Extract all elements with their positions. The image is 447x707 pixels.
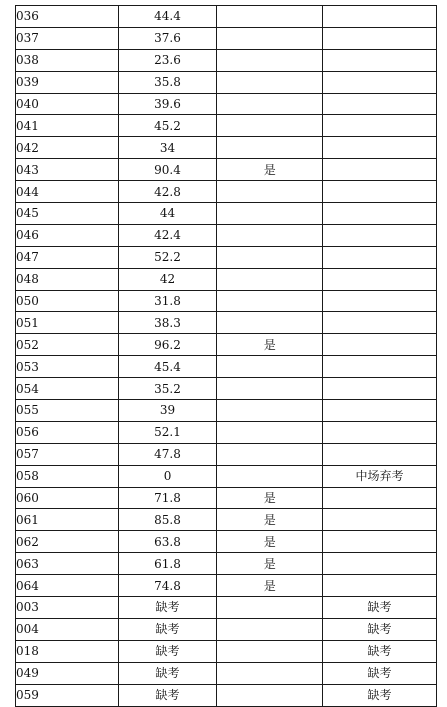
candidate-id-cell: 053 bbox=[16, 356, 119, 378]
qualified-flag-cell bbox=[217, 181, 323, 203]
table-row bbox=[16, 531, 437, 553]
remark-cell: 中场弃考 bbox=[323, 465, 437, 487]
table-row bbox=[16, 312, 437, 334]
candidate-id-cell: 049 bbox=[16, 662, 119, 684]
table-row bbox=[16, 487, 437, 509]
score-cell: 63.8 bbox=[118, 531, 217, 553]
remark-cell bbox=[323, 224, 437, 246]
candidate-id-cell: 048 bbox=[16, 268, 119, 290]
candidate-id-cell: 052 bbox=[16, 334, 119, 356]
score-cell: 96.2 bbox=[118, 334, 217, 356]
score-cell: 61.8 bbox=[118, 553, 217, 575]
remark-cell bbox=[323, 531, 437, 553]
qualified-flag-cell: 是 bbox=[217, 575, 323, 597]
candidate-id-cell: 039 bbox=[16, 71, 119, 93]
score-cell: 74.8 bbox=[118, 575, 217, 597]
candidate-id-cell: 042 bbox=[16, 137, 119, 159]
remark-cell bbox=[323, 421, 437, 443]
score-cell: 缺考 bbox=[118, 640, 217, 662]
table-row bbox=[16, 6, 437, 28]
qualified-flag-cell bbox=[217, 224, 323, 246]
remark-cell bbox=[323, 137, 437, 159]
qualified-flag-cell bbox=[217, 49, 323, 71]
qualified-flag-cell: 是 bbox=[217, 159, 323, 181]
candidate-id-cell: 046 bbox=[16, 224, 119, 246]
table-row bbox=[16, 356, 437, 378]
score-cell: 52.1 bbox=[118, 421, 217, 443]
remark-cell: 缺考 bbox=[323, 597, 437, 619]
remark-cell bbox=[323, 334, 437, 356]
remark-cell bbox=[323, 400, 437, 422]
table-row bbox=[16, 115, 437, 137]
table-row bbox=[16, 640, 437, 662]
qualified-flag-cell bbox=[217, 443, 323, 465]
qualified-flag-cell bbox=[217, 618, 323, 640]
remark-cell bbox=[323, 93, 437, 115]
remark-cell bbox=[323, 246, 437, 268]
score-cell: 0 bbox=[118, 465, 217, 487]
qualified-flag-cell bbox=[217, 71, 323, 93]
score-table bbox=[15, 5, 437, 707]
score-cell: 85.8 bbox=[118, 509, 217, 531]
remark-cell bbox=[323, 6, 437, 28]
candidate-id-cell: 018 bbox=[16, 640, 119, 662]
qualified-flag-cell bbox=[217, 465, 323, 487]
table-row bbox=[16, 509, 437, 531]
score-cell: 35.2 bbox=[118, 378, 217, 400]
qualified-flag-cell: 是 bbox=[217, 334, 323, 356]
qualified-flag-cell bbox=[217, 421, 323, 443]
table-row bbox=[16, 181, 437, 203]
score-cell: 31.8 bbox=[118, 290, 217, 312]
table-row bbox=[16, 421, 437, 443]
candidate-id-cell: 043 bbox=[16, 159, 119, 181]
candidate-id-cell: 047 bbox=[16, 246, 119, 268]
score-table-body bbox=[16, 6, 437, 707]
remark-cell bbox=[323, 290, 437, 312]
qualified-flag-cell bbox=[217, 115, 323, 137]
remark-cell bbox=[323, 115, 437, 137]
remark-cell: 缺考 bbox=[323, 684, 437, 706]
candidate-id-cell: 036 bbox=[16, 6, 119, 28]
candidate-id-cell: 062 bbox=[16, 531, 119, 553]
qualified-flag-cell bbox=[217, 378, 323, 400]
qualified-flag-cell: 是 bbox=[217, 553, 323, 575]
qualified-flag-cell bbox=[217, 93, 323, 115]
qualified-flag-cell bbox=[217, 356, 323, 378]
table-row bbox=[16, 662, 437, 684]
remark-cell bbox=[323, 27, 437, 49]
remark-cell: 缺考 bbox=[323, 618, 437, 640]
remark-cell bbox=[323, 487, 437, 509]
qualified-flag-cell bbox=[217, 662, 323, 684]
remark-cell bbox=[323, 71, 437, 93]
remark-cell bbox=[323, 443, 437, 465]
table-row bbox=[16, 290, 437, 312]
candidate-id-cell: 064 bbox=[16, 575, 119, 597]
score-cell: 71.8 bbox=[118, 487, 217, 509]
qualified-flag-cell bbox=[217, 400, 323, 422]
remark-cell bbox=[323, 203, 437, 225]
score-cell: 42.8 bbox=[118, 181, 217, 203]
qualified-flag-cell bbox=[217, 246, 323, 268]
score-cell: 45.4 bbox=[118, 356, 217, 378]
remark-cell bbox=[323, 312, 437, 334]
table-row bbox=[16, 159, 437, 181]
qualified-flag-cell bbox=[217, 290, 323, 312]
candidate-id-cell: 059 bbox=[16, 684, 119, 706]
candidate-id-cell: 057 bbox=[16, 443, 119, 465]
remark-cell bbox=[323, 159, 437, 181]
candidate-id-cell: 040 bbox=[16, 93, 119, 115]
score-cell: 52.2 bbox=[118, 246, 217, 268]
candidate-id-cell: 051 bbox=[16, 312, 119, 334]
table-row bbox=[16, 378, 437, 400]
table-row bbox=[16, 71, 437, 93]
qualified-flag-cell bbox=[217, 312, 323, 334]
score-cell: 缺考 bbox=[118, 597, 217, 619]
remark-cell bbox=[323, 49, 437, 71]
score-cell: 90.4 bbox=[118, 159, 217, 181]
remark-cell bbox=[323, 181, 437, 203]
qualified-flag-cell bbox=[217, 640, 323, 662]
score-cell: 缺考 bbox=[118, 618, 217, 640]
qualified-flag-cell bbox=[217, 203, 323, 225]
score-cell: 38.3 bbox=[118, 312, 217, 334]
table-row bbox=[16, 93, 437, 115]
candidate-id-cell: 060 bbox=[16, 487, 119, 509]
remark-cell bbox=[323, 575, 437, 597]
score-cell: 39.6 bbox=[118, 93, 217, 115]
candidate-id-cell: 050 bbox=[16, 290, 119, 312]
score-cell: 缺考 bbox=[118, 662, 217, 684]
candidate-id-cell: 061 bbox=[16, 509, 119, 531]
table-row bbox=[16, 443, 437, 465]
candidate-id-cell: 055 bbox=[16, 400, 119, 422]
table-row bbox=[16, 334, 437, 356]
qualified-flag-cell bbox=[217, 6, 323, 28]
table-row bbox=[16, 246, 437, 268]
score-cell: 45.2 bbox=[118, 115, 217, 137]
table-row bbox=[16, 27, 437, 49]
score-cell: 37.6 bbox=[118, 27, 217, 49]
remark-cell bbox=[323, 509, 437, 531]
score-cell: 缺考 bbox=[118, 684, 217, 706]
qualified-flag-cell bbox=[217, 137, 323, 159]
candidate-id-cell: 003 bbox=[16, 597, 119, 619]
remark-cell bbox=[323, 268, 437, 290]
score-cell: 42.4 bbox=[118, 224, 217, 246]
candidate-id-cell: 054 bbox=[16, 378, 119, 400]
score-cell: 44 bbox=[118, 203, 217, 225]
qualified-flag-cell: 是 bbox=[217, 531, 323, 553]
score-cell: 47.8 bbox=[118, 443, 217, 465]
table-row bbox=[16, 575, 437, 597]
qualified-flag-cell: 是 bbox=[217, 487, 323, 509]
remark-cell: 缺考 bbox=[323, 640, 437, 662]
candidate-id-cell: 044 bbox=[16, 181, 119, 203]
remark-cell bbox=[323, 356, 437, 378]
remark-cell bbox=[323, 378, 437, 400]
candidate-id-cell: 058 bbox=[16, 465, 119, 487]
score-cell: 23.6 bbox=[118, 49, 217, 71]
score-cell: 34 bbox=[118, 137, 217, 159]
remark-cell bbox=[323, 553, 437, 575]
qualified-flag-cell bbox=[217, 597, 323, 619]
score-cell: 44.4 bbox=[118, 6, 217, 28]
candidate-id-cell: 056 bbox=[16, 421, 119, 443]
qualified-flag-cell: 是 bbox=[217, 509, 323, 531]
candidate-id-cell: 041 bbox=[16, 115, 119, 137]
table-row bbox=[16, 400, 437, 422]
table-row bbox=[16, 597, 437, 619]
score-cell: 35.8 bbox=[118, 71, 217, 93]
score-cell: 39 bbox=[118, 400, 217, 422]
candidate-id-cell: 063 bbox=[16, 553, 119, 575]
candidate-id-cell: 004 bbox=[16, 618, 119, 640]
table-row bbox=[16, 203, 437, 225]
table-row bbox=[16, 553, 437, 575]
candidate-id-cell: 045 bbox=[16, 203, 119, 225]
table-row bbox=[16, 268, 437, 290]
table-row bbox=[16, 49, 437, 71]
score-cell: 42 bbox=[118, 268, 217, 290]
table-row bbox=[16, 465, 437, 487]
table-row bbox=[16, 618, 437, 640]
table-row bbox=[16, 137, 437, 159]
candidate-id-cell: 038 bbox=[16, 49, 119, 71]
table-row bbox=[16, 684, 437, 706]
qualified-flag-cell bbox=[217, 27, 323, 49]
remark-cell: 缺考 bbox=[323, 662, 437, 684]
qualified-flag-cell bbox=[217, 684, 323, 706]
candidate-id-cell: 037 bbox=[16, 27, 119, 49]
qualified-flag-cell bbox=[217, 268, 323, 290]
table-row bbox=[16, 224, 437, 246]
